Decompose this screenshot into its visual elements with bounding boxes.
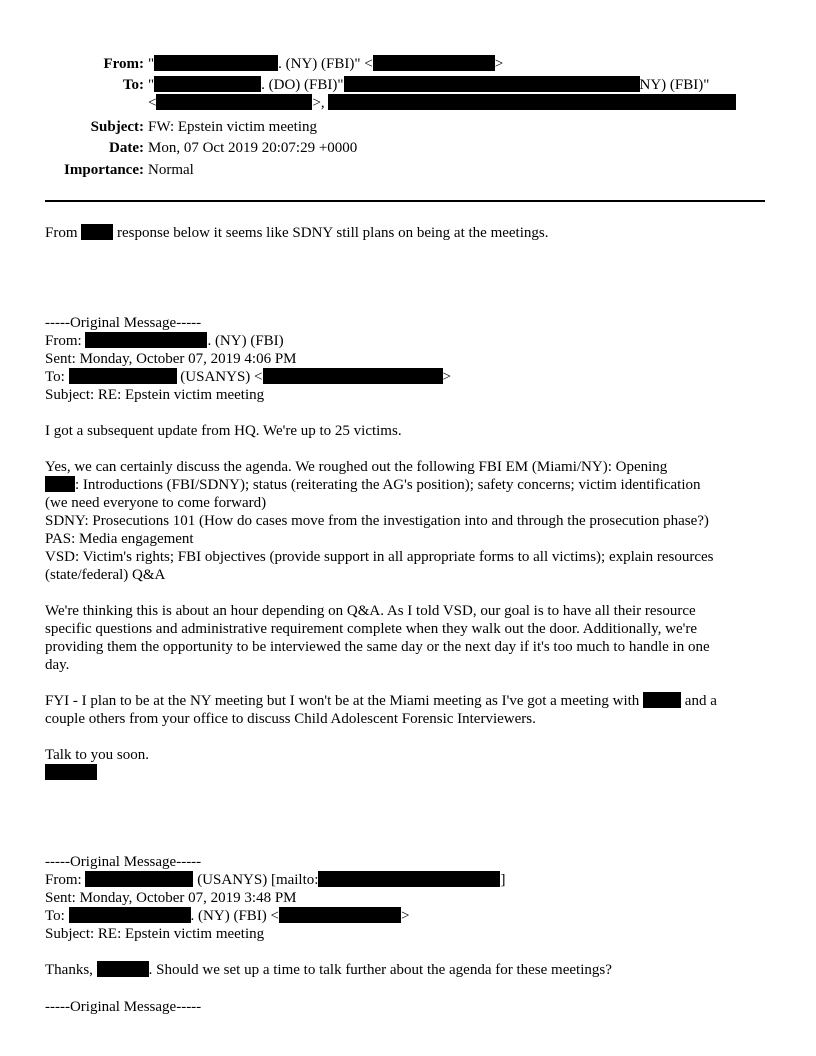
msg2-sent: Sent: Monday, October 07, 2019 3:48 PM (45, 890, 297, 906)
msg1-paragraph-2 (45, 458, 765, 584)
importance-label: Importance: (64, 162, 144, 178)
redaction (45, 764, 97, 780)
redaction (156, 94, 312, 110)
to-tail: > (442, 369, 451, 385)
to-mid: . (DO) (FBI)" (261, 77, 344, 93)
msg1-closing: Talk to you soon. (45, 747, 149, 763)
text-span: : Introductions (FBI/SDNY); status (reiterating the AG's position); safety concerns; victim identification (75, 477, 701, 493)
to-quote: " (148, 77, 155, 93)
redaction (279, 907, 401, 923)
to-value (148, 76, 709, 94)
text-span: . Should we set up a time to talk further about the agenda for these meetings? (148, 962, 612, 978)
original-message-2 (45, 853, 765, 979)
text-line (45, 476, 765, 494)
intro-line (45, 224, 765, 242)
text-line: (state/federal) Q&A (45, 567, 166, 583)
from-value (148, 55, 503, 73)
msg2-to (45, 907, 765, 925)
importance-value: Normal (148, 162, 194, 178)
subject-value: FW: Epstein victim meeting (148, 119, 317, 135)
original-message-3-divider: -----Original Message----- (45, 999, 202, 1015)
msg1-paragraph-3 (45, 602, 765, 674)
to-label: To: (122, 77, 144, 93)
from-label: From: (45, 333, 82, 349)
to2-mid: >, (312, 95, 325, 111)
msg2-from (45, 871, 765, 889)
from-tail: ] (500, 872, 506, 888)
to-label: To: (45, 908, 65, 924)
redaction (85, 871, 193, 887)
text-line: couple others from your office to discuss Child Adolescent Forensic Interviewers. (45, 711, 536, 727)
header-divider (45, 200, 765, 202)
redaction (85, 332, 207, 348)
to2-pre: < (148, 95, 157, 111)
from-post: > (494, 56, 504, 72)
redaction (318, 871, 500, 887)
intro-pre: From (45, 225, 78, 241)
message-divider: -----Original Message----- (45, 854, 202, 870)
text-line: day. (45, 657, 70, 673)
msg2-body (45, 961, 765, 979)
redaction (154, 76, 261, 92)
redaction (328, 94, 736, 110)
redaction (69, 907, 191, 923)
msg1-signature (45, 764, 765, 782)
redaction (97, 961, 149, 977)
from-label: From: (45, 872, 82, 888)
from-label: From: (103, 56, 144, 72)
from-tail: . (NY) (FBI) (207, 333, 284, 349)
redaction (69, 368, 177, 384)
to-mid: (USANYS) < (180, 369, 263, 385)
to-label: To: (45, 369, 65, 385)
to-mid: . (NY) (FBI) < (190, 908, 279, 924)
message-divider: -----Original Message----- (45, 315, 202, 331)
text-line (45, 692, 765, 710)
text-line: (we need everyone to come forward) (45, 495, 267, 511)
from-mid: (USANYS) [mailto: (197, 872, 319, 888)
text-span: FYI - I plan to be at the NY meeting but I won't be at the Miami meeting as I've got a meeting with (45, 693, 640, 709)
to-post: NY) (FBI)" (639, 77, 710, 93)
msg1-to (45, 368, 765, 386)
redaction (643, 692, 681, 708)
redaction (373, 55, 495, 71)
redaction (263, 368, 443, 384)
text-line: We're thinking this is about an hour depending on Q&A. As I told VSD, our goal is to have all their resource (45, 603, 696, 619)
text-span: Thanks, (45, 962, 93, 978)
redaction (45, 476, 75, 492)
date-label: Date: (109, 140, 144, 156)
to-tail: > (401, 908, 410, 924)
text-span: and a (684, 693, 717, 709)
redaction (344, 76, 640, 92)
intro-post: response below it seems like SDNY still plans on being at the meetings. (117, 225, 549, 241)
subject-label: Subject: (90, 119, 144, 135)
msg2-subject: Subject: RE: Epstein victim meeting (45, 926, 265, 942)
text-line: Yes, we can certainly discuss the agenda. We roughed out the following FBI EM (Miami/NY): Opening (45, 459, 668, 475)
date-value: Mon, 07 Oct 2019 20:07:29 +0000 (148, 140, 358, 156)
text-line: PAS: Media engagement (45, 531, 194, 547)
text-line: providing them the opportunity to be interviewed the same day or the next day if it's too much to handle in one (45, 639, 710, 655)
redaction (81, 224, 113, 240)
text-line: specific questions and administrative requirement complete when they walk out the door. Additionally, we're (45, 621, 697, 637)
text-line: VSD: Victim's rights; FBI objectives (provide support in all appropriate forms to all victims); explain resources (45, 549, 714, 565)
msg1-paragraph-1: I got a subsequent update from HQ. We're up to 25 victims. (45, 423, 402, 439)
msg1-paragraph-4 (45, 692, 765, 728)
text-line: SDNY: Prosecutions 101 (How do cases move from the investigation into and through the prosecution phase?) (45, 513, 709, 529)
original-message-1 (45, 314, 765, 782)
msg1-from (45, 332, 765, 350)
msg1-sent: Sent: Monday, October 07, 2019 4:06 PM (45, 351, 297, 367)
from-quote: " (148, 56, 155, 72)
to-value-line2 (148, 94, 736, 112)
from-mid: . (NY) (FBI)" < (278, 56, 373, 72)
msg1-subject: Subject: RE: Epstein victim meeting (45, 387, 265, 403)
redaction (154, 55, 278, 71)
